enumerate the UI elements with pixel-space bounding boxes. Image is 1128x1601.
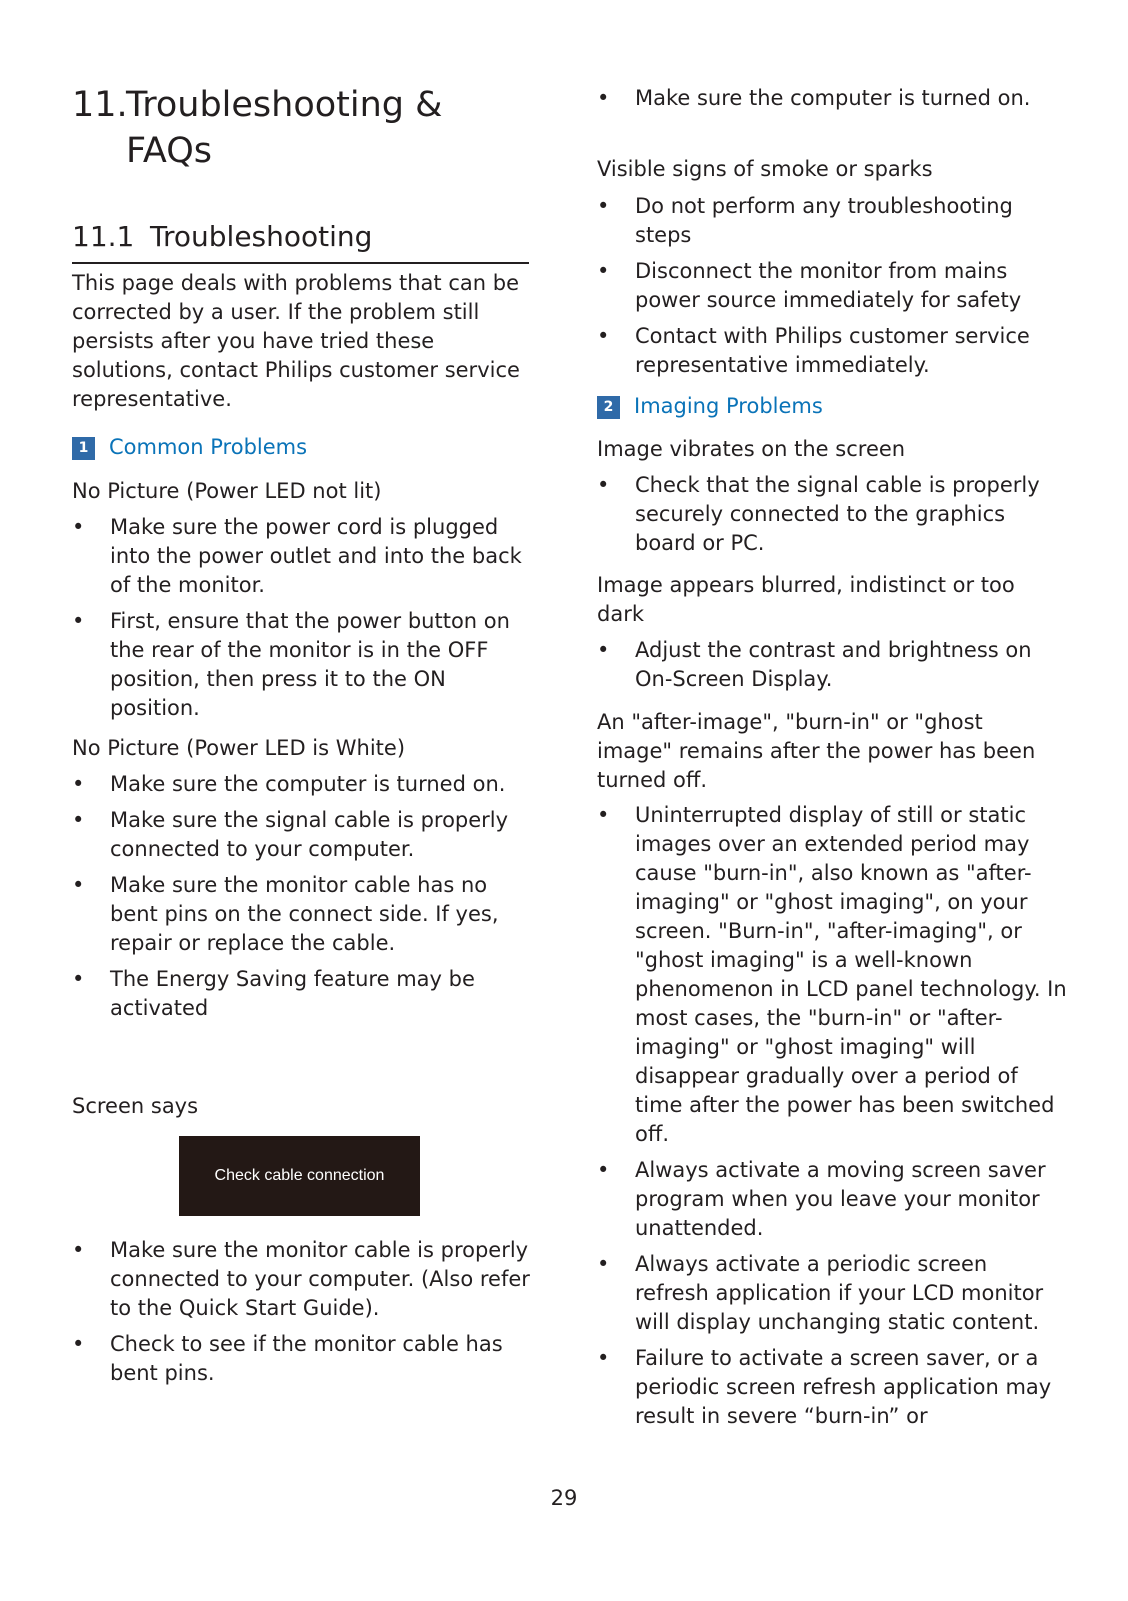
list-item: • Uninterrupted display of still or static images over an extended period may cause "burn-in", also known as "after-imaging" or "ghost imaging", on your screen. "Burn-in", "after-imaging", or "ghost imaging" is a well-known phenomenon in LCD panel technology. In most cases, the "burn-in" or "after-imaging" or "ghost imaging" will disappear gradually over a period of time after the power has been switched off. [597, 801, 1067, 1149]
common-problems-heading [72, 433, 307, 462]
intro-paragraph: This page deals with problems that can be corrected by a user. If the problem still persists after you have tried these solutions, contact Philips customer service representative. [72, 271, 520, 411]
chapter-title-line2: FAQs [126, 131, 213, 171]
no-picture-led-white-list [72, 770, 532, 1030]
no-picture-led-off-list [72, 513, 532, 730]
imaging-problems-heading [597, 392, 823, 421]
chapter-number: 11. [72, 85, 128, 125]
chapter-title-line1: Troubleshooting & [126, 85, 443, 125]
no-picture-led-white-label: No Picture (Power LED is White) [72, 736, 406, 760]
screen-message-box [179, 1136, 420, 1216]
section-number: 11.1 [72, 220, 135, 253]
list-item: • Always activate a periodic screen refresh application if your LCD monitor will display unchanging static content. [597, 1250, 1067, 1337]
list-item: • Check that the signal cable is properly securely connected to the graphics board or PC. [597, 471, 1067, 558]
section-title [72, 220, 529, 264]
list-item: • Always activate a moving screen saver program when you leave your monitor unattended. [597, 1156, 1067, 1243]
list-item: • Make sure the signal cable is properly connected to your computer. [72, 806, 532, 864]
list-item: • Make sure the monitor cable is properly connected to your computer. (Also refer to the Quick Start Guide). [72, 1236, 532, 1323]
list-item: • Check to see if the monitor cable has bent pins. [72, 1330, 532, 1388]
chapter-title [72, 82, 532, 174]
after-image-list [597, 801, 1067, 1438]
screen-says-label: Screen says [72, 1094, 199, 1118]
image-blurred-label: Image appears blurred, indistinct or too dark [597, 573, 1015, 626]
list-item: • The Energy Saving feature may be activated [72, 965, 532, 1023]
image-vibrates-list [597, 471, 1067, 565]
screen-says-list-continued [597, 84, 1067, 120]
section-badge: 2 [597, 396, 620, 419]
no-picture-led-off-label: No Picture (Power LED not lit) [72, 479, 382, 503]
list-item: • Make sure the monitor cable has no bent pins on the connect side. If yes, repair or replace the cable. [72, 871, 532, 958]
screen-says-list [72, 1236, 532, 1395]
smoke-label: Visible signs of smoke or sparks [597, 157, 933, 181]
after-image-label: An "after-image", "burn-in" or "ghost image" remains after the power has been turned off. [597, 710, 1036, 792]
list-item: • Make sure the power cord is plugged into the power outlet and into the back of the monitor. [72, 513, 532, 600]
page-number: 29 [550, 1486, 578, 1510]
list-item: • Disconnect the monitor from mains power source immediately for safety [597, 257, 1067, 315]
smoke-list [597, 192, 1067, 387]
common-problems-title: Common Problems [109, 435, 308, 459]
list-item: • Do not perform any troubleshooting steps [597, 192, 1067, 250]
image-blurred-list [597, 636, 1067, 701]
image-vibrates-label: Image vibrates on the screen [597, 437, 906, 461]
list-item: • Contact with Philips customer service representative immediately. [597, 322, 1067, 380]
list-item: • Make sure the computer is turned on. [597, 84, 1067, 113]
list-item: • Failure to activate a screen saver, or a periodic screen refresh application may result in severe “burn-in” or [597, 1344, 1067, 1431]
section-title-text: Troubleshooting [150, 220, 373, 253]
imaging-problems-title: Imaging Problems [634, 394, 823, 418]
list-item: • First, ensure that the power button on the rear of the monitor is in the OFF position, then press it to the ON position. [72, 607, 532, 723]
list-item: • Make sure the computer is turned on. [72, 770, 532, 799]
screen-message-text: Check cable connection [214, 1167, 385, 1184]
section-badge: 1 [72, 437, 95, 460]
list-item: • Adjust the contrast and brightness on On-Screen Display. [597, 636, 1067, 694]
